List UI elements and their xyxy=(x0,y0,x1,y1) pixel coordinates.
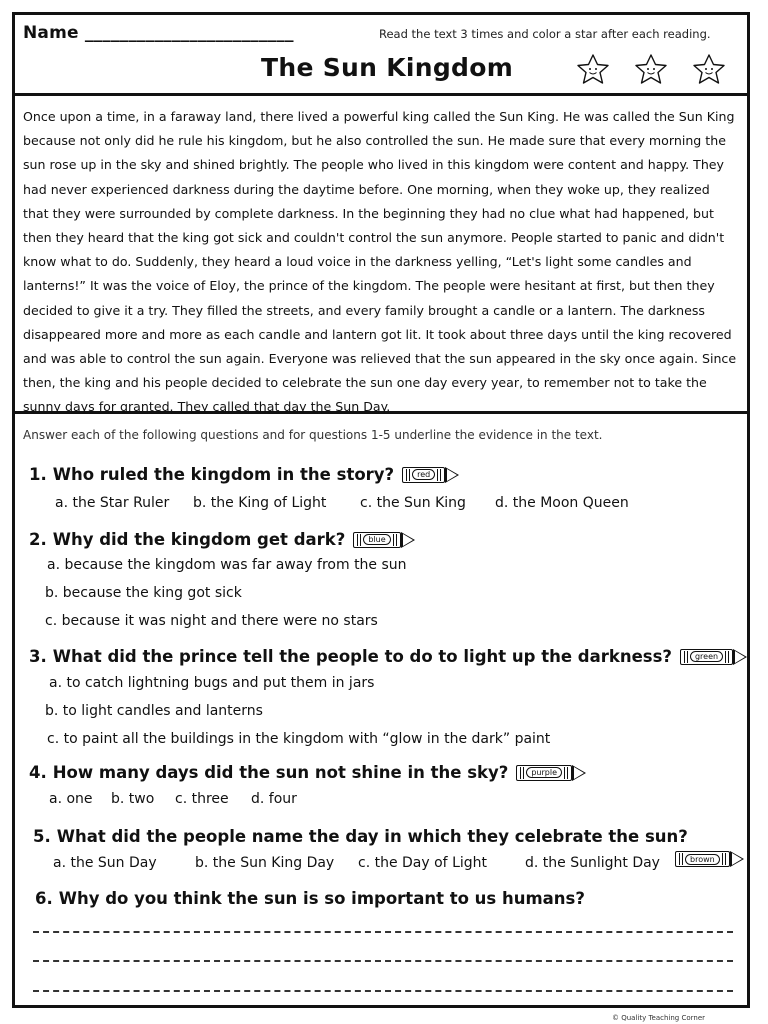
question-1 xyxy=(29,465,459,484)
crayon-color-label: green xyxy=(690,651,723,662)
option[interactable]: d. the Sunlight Day xyxy=(525,855,660,871)
option[interactable]: a. the Star Ruler xyxy=(55,495,170,511)
crayon-color-label: red xyxy=(412,469,435,480)
option[interactable]: d. four xyxy=(251,791,297,807)
crayon-color-label: blue xyxy=(363,534,390,545)
question-4 xyxy=(29,763,586,782)
answer-line[interactable] xyxy=(33,990,733,992)
option[interactable]: b. the Sun King Day xyxy=(195,855,335,871)
option[interactable]: a. because the kingdom was far away from the sun xyxy=(47,557,407,573)
question-text: How many days did the sun not shine in the sky? xyxy=(52,763,509,782)
question-number: 5. xyxy=(33,827,51,846)
header xyxy=(15,15,747,96)
question-6 xyxy=(35,889,585,908)
option[interactable]: d. the Moon Queen xyxy=(495,495,629,511)
option[interactable]: c. the Day of Light xyxy=(358,855,488,871)
star-icon[interactable] xyxy=(575,53,611,85)
reading-instruction: Read the text 3 times and color a star after each reading. xyxy=(379,27,711,41)
worksheet xyxy=(12,12,750,1008)
option[interactable]: b. the King of Light xyxy=(193,495,327,511)
name-field-label: Name ________________________ xyxy=(23,23,294,43)
page-title: The Sun Kingdom xyxy=(261,53,514,82)
option[interactable]: c. to paint all the buildings in the kingdom with “glow in the dark” paint xyxy=(47,731,551,747)
question-number: 1. xyxy=(29,465,47,484)
option[interactable]: a. the Sun Day xyxy=(53,855,157,871)
copyright-footer: © Quality Teaching Corner xyxy=(612,1014,706,1022)
star-icon[interactable] xyxy=(633,53,669,85)
crayon-icon xyxy=(680,649,747,665)
question-text: Who ruled the kingdom in the story? xyxy=(52,465,395,484)
question-number: 2. xyxy=(29,530,47,549)
question-number: 4. xyxy=(29,763,47,782)
question-number: 3. xyxy=(29,647,47,666)
answer-line[interactable] xyxy=(33,931,733,933)
option[interactable]: b. to light candles and lanterns xyxy=(45,703,263,719)
star-icon[interactable] xyxy=(691,53,727,85)
question-number: 6. xyxy=(35,889,53,908)
question-text: Why do you think the sun is so important to us humans? xyxy=(58,889,585,908)
reading-stars xyxy=(575,53,727,85)
question-3 xyxy=(29,647,747,666)
option[interactable]: c. three xyxy=(175,791,229,807)
crayon-icon xyxy=(516,765,586,781)
question-text: Why did the kingdom get dark? xyxy=(52,530,346,549)
crayon-icon xyxy=(402,467,459,483)
option[interactable]: c. the Sun King xyxy=(360,495,466,511)
option[interactable]: b. because the king got sick xyxy=(45,585,242,601)
question-text: What did the people name the day in which they celebrate the sun? xyxy=(56,827,688,846)
story-text: Once upon a time, in a faraway land, there lived a powerful king called the Sun King. He was called the Sun King because not only did he rule his kingdom, but he also controlled the sun. He made sure that every morning the sun rose up in the sky and shined brightly. The people who lived in this kingdom were content and happy. They had never experienced darkness during the daytime before. One morning, when they woke up, they realized that they were surrounded by complete darkness. In the beginning they had no clue what had happened, but then they heard that the king got sick and couldn't control the sun anymore. People started to panic and didn't know what to do. Suddenly, they heard a loud voice in the darkness yelling, “Let's light some candles and lanterns!” It was the voice of Eloy, the prince of the kingdom. The people were hesitant at first, but then they decided to give it a try. They filled the streets, and every family brought a candle or a lantern. The darkness disappeared more and more as each candle and lantern got lit. It took about three days until the king recovered and was able to control the sun again. Everyone was relieved that the sun appeared in the sky once again. Since then, the king and his people decided to celebrate the sun one day every year, to remember not to take the sunny days for granted. They called that day the Sun Day. xyxy=(23,109,737,415)
option[interactable]: a. one xyxy=(49,791,93,807)
option[interactable]: b. two xyxy=(111,791,155,807)
crayon-icon xyxy=(353,532,414,548)
answer-line[interactable] xyxy=(33,960,733,962)
crayon-icon xyxy=(675,851,744,867)
question-2 xyxy=(29,530,415,549)
crayon-color-label: brown xyxy=(685,854,720,865)
directions: Answer each of the following questions and for questions 1-5 underline the evidence in the text. xyxy=(23,428,603,442)
story-box xyxy=(15,96,747,414)
question-text: What did the prince tell the people to do to light up the darkness? xyxy=(52,647,672,666)
question-5 xyxy=(33,827,688,846)
option[interactable]: c. because it was night and there were no stars xyxy=(45,613,378,629)
crayon-color-label: purple xyxy=(526,767,562,778)
option[interactable]: a. to catch lightning bugs and put them in jars xyxy=(49,675,375,691)
